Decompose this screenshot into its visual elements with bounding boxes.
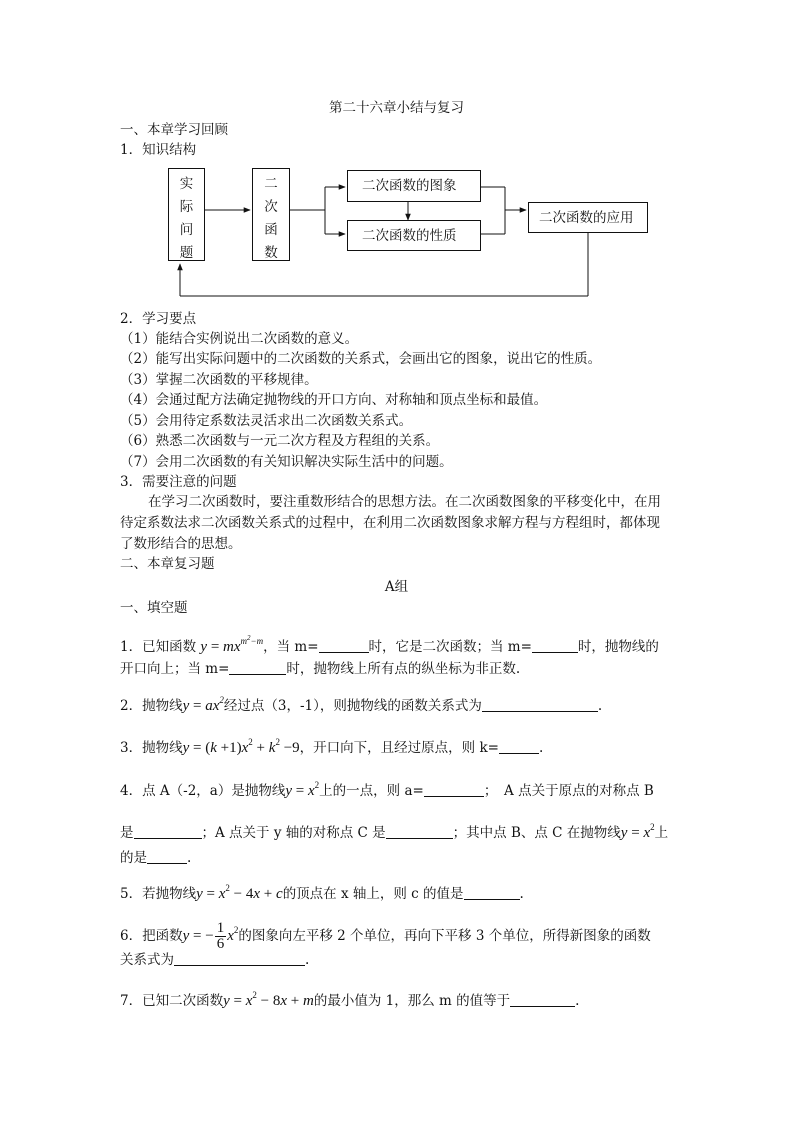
question-1-blank-3[interactable] <box>229 660 286 675</box>
question-7-formula: $y = x^2 - 8x + m$ <box>223 990 314 1009</box>
question-5-blank[interactable] <box>464 885 520 900</box>
diagram-connectors <box>0 0 793 310</box>
question-7-blank[interactable] <box>510 992 575 1007</box>
question-4-blank-b[interactable] <box>134 824 202 839</box>
question-4-line-1: 4．点 A（-2，a）是抛物线$y = x^2$上的一点，则 a= ； A 点关于原点的对称点 B <box>120 780 654 799</box>
question-4-formula-1: $y = x^2$ <box>285 780 320 799</box>
knowledge-structure-heading: 1．知识结构 <box>120 142 197 158</box>
box-function-application: 二次函数的应用 <box>528 202 648 233</box>
question-6-formula: y = − $\frac{1}{6}$ $x^2$ <box>182 920 239 953</box>
question-6-line-2: 关系式为 . <box>120 952 310 968</box>
question-1-blank-1[interactable] <box>319 638 369 653</box>
fraction-one-sixth: $\frac{1}{6}$ <box>216 920 225 953</box>
box-practical-char: 问 <box>179 222 194 238</box>
question-2-formula: $y = ax^2$ <box>182 695 224 714</box>
box-function-graph: 二次函数的图象 <box>347 170 481 202</box>
question-4-formula-2: $y = x^2$ <box>620 822 655 841</box>
question-4-blank-d[interactable] <box>147 849 187 864</box>
notes-paragraph-line: 了数形结合的思想。 <box>120 536 242 552</box>
key-points-heading: 2．学习要点 <box>120 311 197 327</box>
box-quadratic-char: 数 <box>264 245 278 261</box>
key-point-item: （4）会通过配方法确定抛物线的开口方向、对称轴和顶点坐标和最值。 <box>120 392 548 408</box>
notes-paragraph-line: 待定系数法求二次函数关系式的过程中，在利用二次函数图象求解方程与方程组时，都体现 <box>120 515 660 531</box>
section-review-heading: 一、本章学习回顾 <box>120 122 228 138</box>
question-2-blank[interactable] <box>482 697 598 712</box>
question-3-formula: $y = (k +1)x^2 + k^2 -9$ <box>182 737 300 756</box>
question-3-blank[interactable] <box>499 739 539 754</box>
page-title: 第二十六章小结与复习 <box>329 100 464 116</box>
notes-paragraph-line: 在学习二次函数时，要注重数形结合的思想方法。在二次函数图象的平移变化中，在用 <box>148 494 661 510</box>
question-5-formula: $y = x^2 - 4x + c$ <box>196 883 283 902</box>
box-quadratic-char: 函 <box>264 222 278 238</box>
question-1-line-2: 开口向上；当 m= 时，抛物线上所有点的纵坐标为非正数. <box>120 661 521 677</box>
question-7: 7．已知二次函数$y = x^2 - 8x + m$的最小值为 1，那么 m 的值等于 . <box>120 990 580 1009</box>
question-1-blank-2[interactable] <box>532 638 578 653</box>
question-2: 2．抛物线$y = ax^2$经过点（3，-1），则抛物线的函数关系式为 . <box>120 695 603 714</box>
section-exercises-heading: 二、本章复习题 <box>120 556 215 572</box>
question-5: 5．若抛物线$y = x^2 - 4x + c$的顶点在 x 轴上，则 c 的值是 . <box>120 883 524 902</box>
question-4-line-3: 的是 . <box>120 850 192 866</box>
question-3: 3．抛物线$y = (k +1)x^2 + k^2 -9$，开口向下，且经过原点，则 k= . <box>120 737 544 756</box>
question-4-blank-c[interactable] <box>386 824 453 839</box>
notes-heading: 3．需要注意的问题 <box>120 474 237 490</box>
box-quadratic-function <box>252 168 290 261</box>
key-point-item: （6）熟悉二次函数与一元二次方程及方程组的关系。 <box>120 433 440 449</box>
question-6-blank[interactable] <box>174 951 305 966</box>
box-quadratic-char: 二 <box>264 176 278 192</box>
box-practical-problem <box>168 168 205 261</box>
question-6-line-1: 6．把函数y = − $\frac{1}{6}$ $x^2$的图象向左平移 2 个单位，再向下平移 3 个单位，所得新图象的函数 <box>120 920 651 953</box>
fill-in-heading: 一、填空题 <box>120 600 188 616</box>
key-point-item: （3）掌握二次函数的平移规律。 <box>120 372 318 388</box>
question-1-formula: $y = mx^{m^2-m}$ <box>200 634 264 655</box>
box-function-properties: 二次函数的性质 <box>347 220 481 251</box>
box-practical-char: 实 <box>179 176 194 192</box>
box-quadratic-char: 次 <box>264 199 278 215</box>
key-point-item: （5）会用待定系数法灵活求出二次函数关系式。 <box>120 413 413 429</box>
key-point-item: （2）能写出实际问题中的二次函数的关系式，会画出它的图象，说出它的性质。 <box>120 351 602 367</box>
question-4-blank-a[interactable] <box>424 782 484 797</box>
question-1-line-1: 1．已知函数 $y = mx^{m^2-m}$，当 m= 时，它是二次函数；当 m= 时，抛物线的 <box>120 634 659 655</box>
key-point-item: （1）能结合实例说出二次函数的意义。 <box>120 331 359 347</box>
box-practical-char: 际 <box>179 199 194 215</box>
key-point-item: （7）会用二次函数的有关知识解决实际生活中的问题。 <box>120 454 453 470</box>
group-a-heading: A组 <box>384 579 409 595</box>
box-practical-char: 题 <box>179 245 194 261</box>
question-4-line-2: 是 ；A 点关于 y 轴的对称点 C 是 ；其中点 B、点 C 在抛物线$y = x^2$上 <box>120 822 669 841</box>
